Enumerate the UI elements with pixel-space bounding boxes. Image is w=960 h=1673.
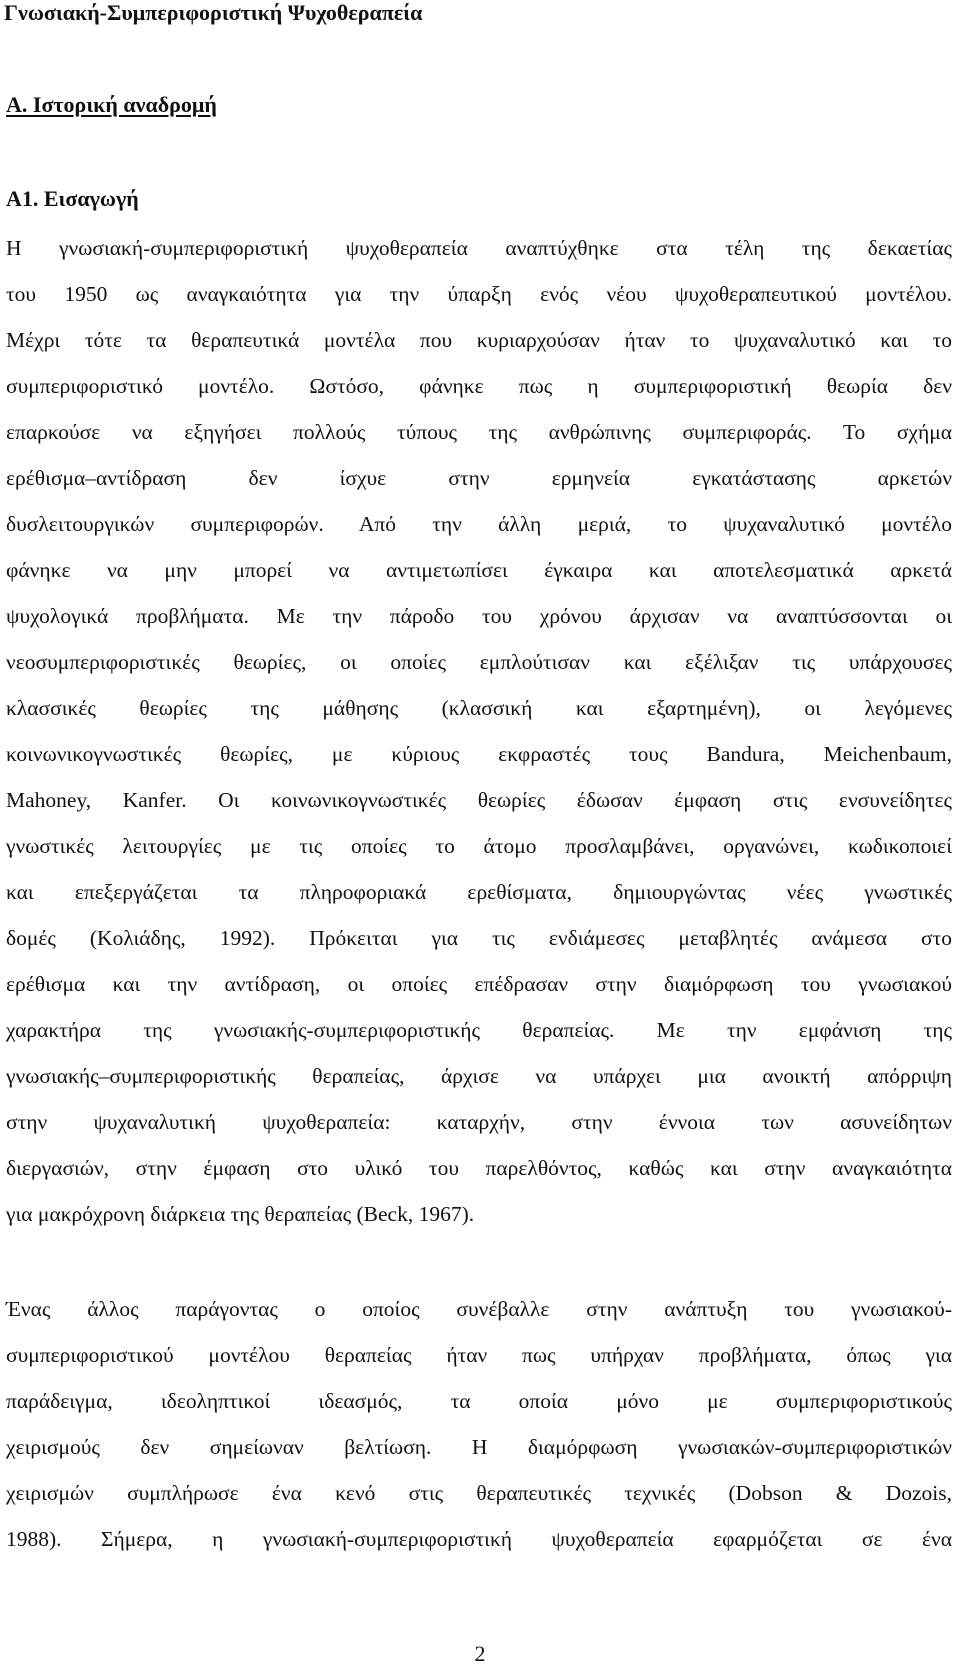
text-line: ερέθισμα–αντίδραση δεν ίσχυε στην ερμηνεία εγκατάστασης αρκετών	[6, 466, 952, 490]
paragraph-intro	[6, 225, 952, 1237]
text-line: ψυχολογικά προβλήματα. Με την πάροδο του χρόνου άρχισαν να αναπτύσσονται οι	[6, 604, 952, 628]
text-line: Μέχρι τότε τα θεραπευτικά μοντέλα που κυριαρχούσαν ήταν το ψυχαναλυτικό και το	[6, 328, 952, 352]
text-line: νεοσυμπεριφοριστικές θεωρίες, οι οποίες εμπλούτισαν και εξέλιξαν τις υπάρχουσες	[6, 650, 952, 674]
text-line: Ένας άλλος παράγοντας ο οποίος συνέβαλλε στην ανάπτυξη του γνωσιακού-	[6, 1297, 952, 1321]
text-line: στην ψυχαναλυτική ψυχοθεραπεία: καταρχήν, στην έννοια των ασυνείδητων	[6, 1110, 952, 1134]
text-line: δυσλειτουργικών συμπεριφορών. Από την άλλη μεριά, το ψυχαναλυτικό μοντέλο	[6, 512, 952, 536]
text-line: Η γνωσιακή-συμπεριφοριστική ψυχοθεραπεία αναπτύχθηκε στα τέλη της δεκαετίας	[6, 236, 952, 260]
text-line: του 1950 ως αναγκαιότητα για την ύπαρξη ενός νέου ψυχοθεραπευτικού μοντέλου.	[6, 282, 952, 306]
text-line: χειρισμούς δεν σημείωναν βελτίωση. Η διαμόρφωση γνωσιακών-συμπεριφοριστικών	[6, 1435, 952, 1459]
text-line: διεργασιών, στην έμφαση στο υλικό του παρελθόντος, καθώς και στην αναγκαιότητα	[6, 1156, 952, 1180]
text-line: Mahoney, Kanfer. Οι κοινωνικογνωστικές θεωρίες έδωσαν έμφαση στις ενσυνείδητες	[6, 788, 952, 812]
paragraph-second	[6, 1286, 952, 1562]
section-heading: Α. Ιστορική αναδρομή	[6, 92, 217, 117]
text-line: γνωσιακής–συμπεριφοριστικής θεραπείας, άρχισε να υπάρχει μια ανοικτή απόρριψη	[6, 1064, 952, 1088]
text-line: κλασσικές θεωρίες της μάθησης (κλασσική και εξαρτημένη), οι λεγόμενες	[6, 696, 952, 720]
document-title: Γνωσιακή-Συμπεριφοριστική Ψυχοθεραπεία	[4, 0, 423, 25]
text-line: συμπεριφοριστικό μοντέλο. Ωστόσο, φάνηκε πως η συμπεριφοριστική θεωρία δεν	[6, 374, 952, 398]
page-number: 2	[474, 1641, 486, 1666]
text-line: και επεξεργάζεται τα πληροφοριακά ερεθίσματα, δημιουργώντας νέες γνωστικές	[6, 880, 952, 904]
text-line: παράδειγμα, ιδεοληπτικοί ιδεασμός, τα οποία μόνο με συμπεριφοριστικούς	[6, 1389, 952, 1413]
text-line: φάνηκε να μην μπορεί να αντιμετωπίσει έγκαιρα και αποτελεσματικά αρκετά	[6, 558, 952, 582]
text-line: ερέθισμα και την αντίδραση, οι οποίες επέδρασαν στην διαμόρφωση του γνωσιακού	[6, 972, 952, 996]
text-line: επαρκούσε να εξηγήσει πολλούς τύπους της ανθρώπινης συμπεριφοράς. Το σχήμα	[6, 420, 952, 444]
text-line: χειρισμών συμπλήρωσε ένα κενό στις θεραπευτικές τεχνικές (Dobson & Dozois,	[6, 1481, 952, 1505]
text-line: δομές (Κολιάδης, 1992). Πρόκειται για τις ενδιάμεσες μεταβλητές ανάμεσα στο	[6, 926, 952, 950]
subsection-heading: Α1. Εισαγωγή	[6, 186, 139, 211]
text-line: για μακρόχρονη διάρκεια της θεραπείας (Beck, 1967).	[6, 1202, 475, 1226]
text-line: 1988). Σήμερα, η γνωσιακή-συμπεριφοριστική ψυχοθεραπεία εφαρμόζεται σε ένα	[6, 1527, 952, 1551]
text-line: γνωστικές λειτουργίες με τις οποίες το άτομο προσλαμβάνει, οργανώνει, κωδικοποιεί	[6, 834, 952, 858]
text-line: χαρακτήρα της γνωσιακής-συμπεριφοριστικής θεραπείας. Με την εμφάνιση της	[6, 1018, 952, 1042]
text-line: κοινωνικογνωστικές θεωρίες, με κύριους εκφραστές τους Bandura, Meichenbaum,	[6, 742, 952, 766]
text-line: συμπεριφοριστικού μοντέλου θεραπείας ήταν πως υπήρχαν προβλήματα, όπως για	[6, 1343, 952, 1367]
